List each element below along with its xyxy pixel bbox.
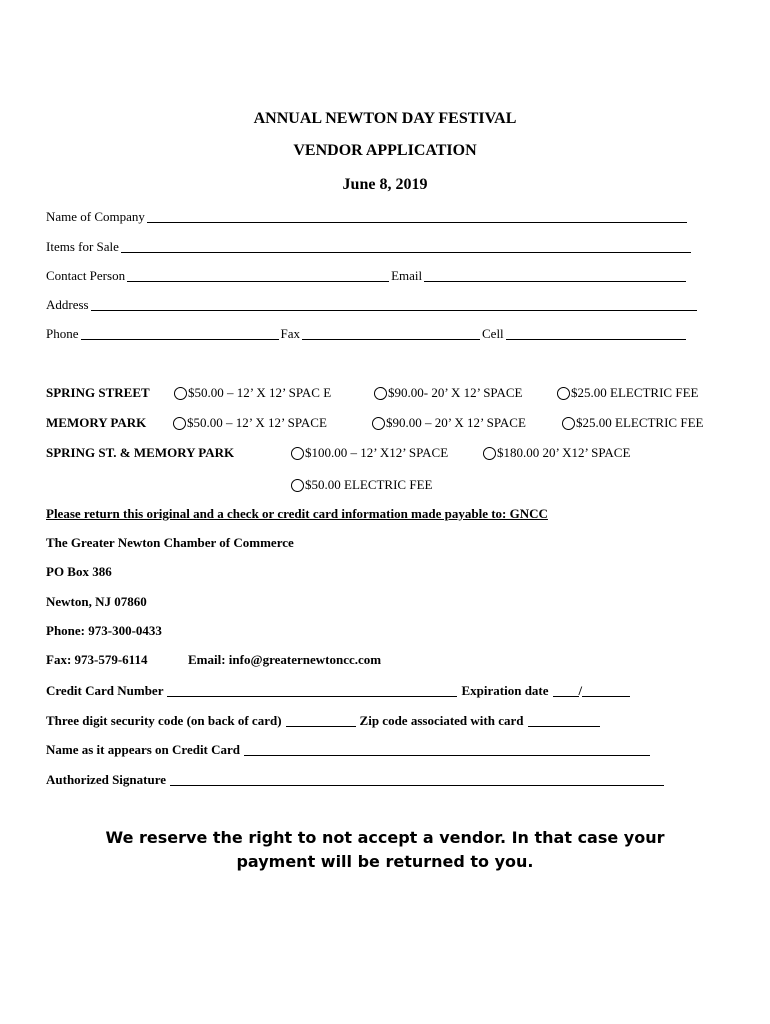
zip-label: Zip code associated with card	[359, 713, 524, 728]
name-on-card-input-line[interactable]	[244, 743, 650, 756]
company-input-line[interactable]	[147, 210, 687, 223]
cell-label: Cell	[482, 326, 504, 341]
both-option-1-label: $100.00 – 12’ X12’ SPACE	[305, 445, 449, 460]
exp-month-line[interactable]	[553, 684, 579, 697]
items-field	[46, 237, 693, 255]
memory-option-1-label: $50.00 – 12’ X 12’ SPACE	[187, 415, 327, 430]
radio-icon[interactable]	[372, 417, 385, 430]
company-label: Name of Company	[46, 209, 145, 224]
radio-icon[interactable]	[483, 447, 496, 460]
phone-label: Phone	[46, 326, 79, 341]
both-option-1[interactable]	[291, 444, 448, 462]
address-field	[46, 295, 699, 313]
spring-option-1[interactable]	[174, 384, 331, 402]
email-label: Email	[391, 268, 423, 283]
both-option-3[interactable]	[291, 476, 432, 494]
radio-icon[interactable]	[173, 417, 186, 430]
both-option-3-label: $50.00 ELECTRIC FEE	[305, 477, 433, 492]
spring-option-2-label: $90.00- 20’ X 12’ SPACE	[388, 385, 523, 400]
org-name: The Greater Newton Chamber of Commerce	[46, 535, 294, 550]
cc-number-label: Credit Card Number	[46, 683, 164, 698]
form-title: ANNUAL NEWTON DAY FESTIVAL	[253, 110, 517, 127]
contact-field	[46, 266, 688, 284]
spring-option-2[interactable]	[374, 384, 522, 402]
contact-input-line[interactable]	[127, 269, 389, 282]
phone-input-line[interactable]	[81, 327, 279, 340]
radio-icon[interactable]	[557, 387, 570, 400]
items-label: Items for Sale	[46, 239, 119, 254]
radio-icon[interactable]	[562, 417, 575, 430]
city-line: Newton, NJ 07860	[46, 594, 147, 609]
radio-icon[interactable]	[374, 387, 387, 400]
both-option-2[interactable]	[483, 444, 630, 462]
zip-input-line[interactable]	[528, 714, 600, 727]
notice-text	[0, 826, 770, 874]
exp-separator: /	[578, 683, 583, 698]
org-fax: Fax: 973-579-6114	[46, 652, 148, 667]
signature-input-line[interactable]	[170, 773, 664, 786]
memory-park-label: MEMORY PARK	[46, 415, 147, 430]
security-input-line[interactable]	[286, 714, 356, 727]
radio-icon[interactable]	[291, 447, 304, 460]
memory-option-2[interactable]	[372, 414, 526, 432]
org-phone: Phone: 973-300-0433	[46, 623, 162, 638]
address-label: Address	[46, 297, 89, 312]
org-email: Email: info@greaternewtoncc.com	[188, 652, 382, 667]
signature-label: Authorized Signature	[46, 772, 167, 787]
radio-icon[interactable]	[291, 479, 304, 492]
items-input-line[interactable]	[121, 240, 691, 253]
cell-input-line[interactable]	[506, 327, 686, 340]
contact-label: Contact Person	[46, 268, 126, 283]
phone-field	[46, 324, 688, 342]
payment-instruction: Please return this original and a check or credit card information made payable to: GNCC	[46, 506, 548, 521]
notice-paragraph: We reserve the right to not accept a vendor. In that case your payment will be returned to you.	[105, 828, 665, 871]
spring-option-1-label: $50.00 – 12’ X 12’ SPAC E	[188, 385, 332, 400]
memory-option-3-label: $25.00 ELECTRIC FEE	[576, 415, 704, 430]
name-on-card-label: Name as it appears on Credit Card	[46, 742, 241, 757]
event-date: June 8, 2019	[342, 176, 428, 193]
po-box: PO Box 386	[46, 564, 112, 579]
memory-option-2-label: $90.00 – 20’ X 12’ SPACE	[386, 415, 526, 430]
security-label: Three digit security code (on back of card)	[46, 713, 282, 728]
memory-option-3[interactable]	[562, 414, 703, 432]
memory-option-1[interactable]	[173, 414, 327, 432]
exp-year-line[interactable]	[582, 684, 630, 697]
cc-number-field	[46, 681, 634, 699]
spring-option-3-label: $25.00 ELECTRIC FEE	[571, 385, 699, 400]
both-option-2-label: $180.00 20’ X12’ SPACE	[497, 445, 631, 460]
both-locations-label: SPRING ST. & MEMORY PARK	[46, 445, 235, 460]
fax-input-line[interactable]	[302, 327, 480, 340]
security-field	[46, 711, 604, 729]
address-input-line[interactable]	[91, 298, 697, 311]
signature-field	[46, 770, 668, 788]
fax-label: Fax	[280, 326, 300, 341]
radio-icon[interactable]	[174, 387, 187, 400]
email-input-line[interactable]	[424, 269, 686, 282]
spring-option-3[interactable]	[557, 384, 698, 402]
company-field	[46, 207, 689, 225]
cc-number-input-line[interactable]	[167, 684, 457, 697]
expiration-label: Expiration date	[461, 683, 549, 698]
spring-street-label: SPRING STREET	[46, 385, 150, 400]
name-on-card-field	[46, 740, 654, 758]
form-subtitle: VENDOR APPLICATION	[293, 142, 477, 159]
